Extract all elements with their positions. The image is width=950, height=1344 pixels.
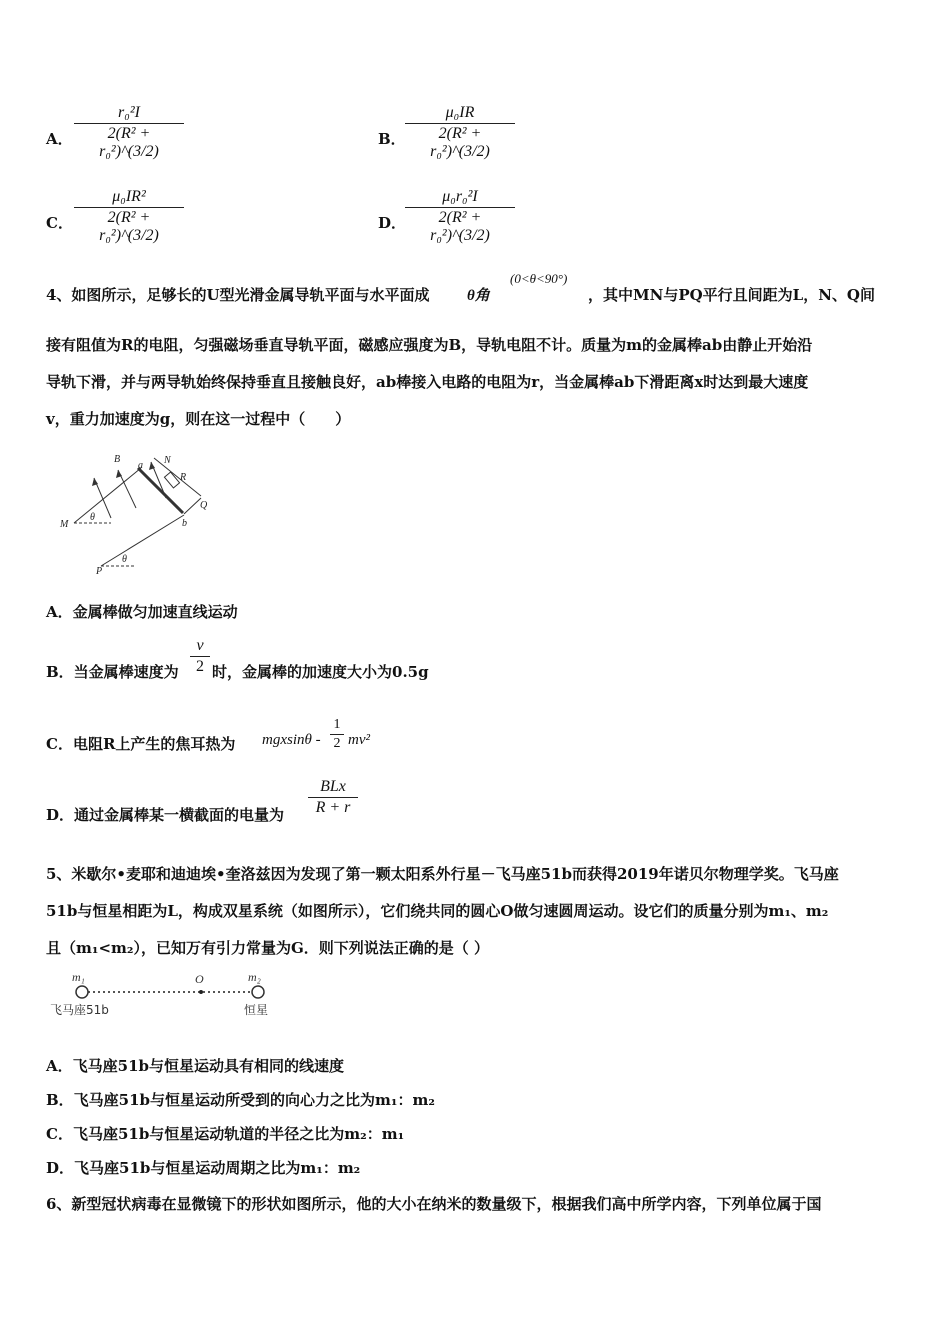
label-m1: m₁ (72, 970, 85, 984)
label-n: N (164, 455, 171, 466)
q3-option-b-denominator: 2(R² + r₀²)^(3/2) (430, 125, 490, 160)
q4-line1-part2: ，其中MN与PQ平行且间距为L，N、Q间 (588, 286, 875, 304)
label-m2: m₂ (248, 970, 261, 984)
q4-option-c-expr2: mv² (348, 732, 370, 748)
rail-pq (101, 515, 184, 566)
q4-option-d-pre: D．通过金属棒某一横截面的电量为 (46, 806, 285, 824)
q4-rail-diagram (56, 448, 226, 578)
q5-line2: 51b与恒星相距为L，构成双星系统（如图所示），它们绕共同的圆心O做匀速圆周运动。设它们的质量分别为m₁、m₂ (46, 902, 829, 920)
q5-line3: 且（m₁<m₂），已知万有引力常量为G．则下列说法正确的是（ ） (46, 939, 489, 957)
rail-mn (74, 468, 141, 523)
q3-option-c-label: C． (46, 214, 73, 232)
q4-option-c-expr1: mgxsinθ - (262, 732, 321, 748)
q4-line4: v，重力加速度为g，则在这一过程中（ ） (46, 410, 351, 428)
q3-option-c-formula (74, 188, 184, 245)
q5-binary-star-diagram (46, 966, 296, 1022)
resistor-r (164, 472, 179, 488)
q5-option-c: C．飞马座51b与恒星运动轨道的半径之比为m₂：m₁ (46, 1125, 405, 1143)
q4-option-d-num: BLx (320, 778, 346, 795)
center-o-dot (199, 990, 203, 994)
q4-option-b-num: v (196, 637, 204, 654)
q4-option-b-post: 时，金属棒的加速度大小为0.5g (212, 663, 429, 681)
q3-option-d-formula (405, 188, 515, 245)
label-planet-name: 飞马座51b (50, 1003, 109, 1017)
q3-option-d-numerator: μ₀r₀²I (442, 188, 478, 205)
q4-option-c-num: 1 (333, 717, 341, 732)
q5-option-a: A．飞马座51b与恒星运动具有相同的线速度 (46, 1057, 345, 1075)
label-b-field: B (114, 454, 121, 465)
q3-option-c-denominator: 2(R² + r₀²)^(3/2) (99, 209, 159, 244)
q3-option-b-label: B． (378, 130, 406, 148)
metal-rod-ab (138, 468, 183, 513)
label-star-name: 恒星 (244, 1003, 269, 1017)
q6-line1: 6、新型冠状病毒在显微镜下的形状如图所示，他的大小在纳米的数量级下，根据我们高中所学内容，下列单位属于国 (46, 1195, 822, 1213)
q3-option-b-numerator: μ₀IR (445, 104, 475, 121)
q4-option-b-den: 2 (196, 658, 204, 675)
q4-option-d-den: R + r (315, 799, 351, 816)
q3-option-b-formula (405, 104, 515, 161)
q4-line2: 接有阻值为R的电阻，匀强磁场垂直导轨平面，磁感应强度为B，导轨电阻不计。质量为m的金属棒ab由静止开始沿 (46, 336, 813, 354)
label-m: M (60, 519, 69, 530)
q5-line1: 5、米歇尔•麦耶和迪迪埃•奎洛兹因为发现了第一颗太阳系外行星－飞马座51b而获得2019年诺贝尔物理学奖。飞马座 (46, 865, 839, 883)
q4-option-a: A．金属棒做匀加速直线运动 (46, 603, 238, 621)
q4-option-c-pre: C．电阻R上产生的焦耳热为 (46, 735, 236, 753)
q3-option-a-denominator: 2(R² + r₀²)^(3/2) (99, 125, 159, 160)
label-a: a (138, 460, 143, 471)
q5-option-d: D．飞马座51b与恒星运动周期之比为m₁：m₂ (46, 1159, 361, 1177)
label-p: P (96, 566, 103, 577)
q4-line1-part1: 4、如图所示，足够长的U型光滑金属导轨平面与水平面成 (46, 286, 430, 304)
q3-option-d-denominator: 2(R² + r₀²)^(3/2) (430, 209, 490, 244)
q3-option-a-label: A． (46, 130, 73, 148)
q4-angle-condition: (0<θ<90°) (510, 271, 568, 286)
star-circle (252, 986, 264, 998)
label-o: O (195, 972, 204, 986)
q4-option-c-fraction (330, 717, 344, 752)
label-q: Q (200, 500, 208, 511)
q5-option-b: B．飞马座51b与恒星运动所受到的向心力之比为m₁：m₂ (46, 1091, 435, 1109)
planet-circle (76, 986, 88, 998)
label-r: R (180, 472, 187, 483)
q4-option-d-fraction (308, 778, 358, 817)
q3-option-d-label: D． (378, 214, 407, 232)
q4-line1-theta: θ角 (467, 288, 490, 304)
label-b: b (182, 518, 187, 529)
q4-option-b-pre: B．当金属棒速度为 (46, 663, 179, 681)
label-theta-2: θ (122, 554, 127, 565)
q4-line3: 导轨下滑，并与两导轨始终保持垂直且接触良好，ab棒接入电路的电阻为r，当金属棒ab下滑距离x时达到最大速度 (46, 373, 809, 391)
q4-option-b-fraction (190, 637, 210, 676)
q3-option-c-numerator: μ₀IR² (112, 188, 146, 205)
label-theta-1: θ (90, 512, 95, 523)
q4-option-c-den: 2 (333, 736, 341, 751)
q3-option-a-formula (74, 104, 184, 161)
q3-option-a-numerator: r₀²I (118, 104, 140, 121)
